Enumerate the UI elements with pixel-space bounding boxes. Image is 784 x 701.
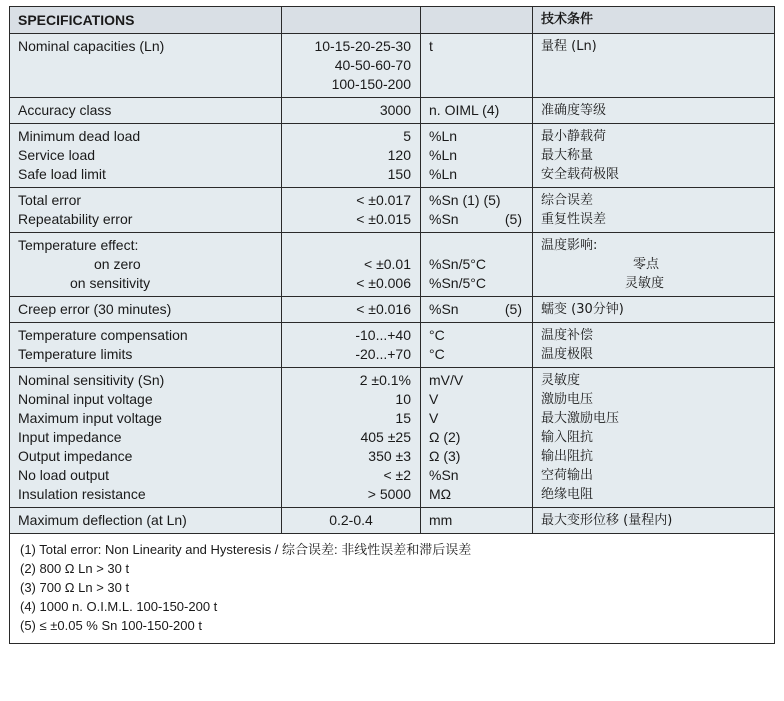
row-unit [421,210,532,229]
row-label-zh: 灵敏度 [541,373,581,388]
row-value: -10...+40 [355,327,411,343]
row-label-zh: 蠕变 (30分钟) [541,302,624,317]
row-label: Repeatability error [18,211,133,227]
table-row [10,34,775,98]
row-label-zh: 绝缘电阻 [541,487,594,502]
row-unit: mm [429,512,453,528]
row-unit-text: %Sn [429,301,459,317]
header-row [10,7,775,34]
row-unit-text: %Sn [429,211,459,227]
header-title: SPECIFICATIONS [18,12,135,28]
row-unit [421,300,532,319]
row-value: < ±0.006 [356,275,411,291]
row-label-zh: 输出阻抗 [541,449,594,464]
header-title-cell [10,7,282,34]
table-row [10,188,775,233]
row-label: Input impedance [18,429,122,445]
row-value: 150 [387,166,411,182]
row-unit: %Sn/5°C [429,256,486,272]
row-value: 15 [395,410,411,426]
table-row [10,98,775,124]
footnote: (3) 700 Ω Ln > 30 t [20,580,130,595]
row-unit: MΩ [429,486,452,502]
row-label: Temperature limits [18,346,133,362]
row-sublabel: on zero [94,256,141,272]
row-label: Nominal input voltage [18,391,153,407]
table-row [10,233,775,297]
footnote: (4) 1000 n. O.I.M.L. 100-150-200 t [20,599,218,614]
row-unit: Ω (3) [429,448,461,464]
specifications-table [9,6,775,644]
row-value: < ±0.015 [356,211,411,227]
footnote: (2) 800 Ω Ln > 30 t [20,561,130,576]
row-label: Total error [18,192,82,208]
row-label-zh: 量程 (Ln) [541,39,597,54]
row-value: 2 ±0.1% [359,372,411,388]
row-unit: V [429,410,439,426]
row-value: 10 [395,391,411,407]
row-label: Creep error (30 minutes) [18,301,172,317]
header-title-zh: 技术条件 [541,12,594,27]
row-value: 405 ±25 [360,429,411,445]
header-empty-cell [282,7,421,34]
row-label-zh: 最大称量 [541,148,594,163]
row-label: No load output [18,467,110,483]
row-label: Safe load limit [18,166,106,182]
row-sublabel: on sensitivity [70,275,151,291]
row-label-zh: 温度补偿 [541,328,594,343]
row-value: 100-150-200 [331,76,411,92]
row-value: 350 ±3 [368,448,411,464]
row-label: Nominal sensitivity (Sn) [18,372,165,388]
row-value: 3000 [379,102,411,118]
row-label: Output impedance [18,448,133,464]
row-label-zh: 温度极限 [541,347,594,362]
row-label: Minimum dead load [18,128,141,144]
row-value-empty [282,236,420,255]
row-label: Nominal capacities (Ln) [18,38,165,54]
table-row [10,323,775,368]
row-label: Accuracy class [18,102,112,118]
footnote: (1) Total error: Non Linearity and Hysteresis / 综合误差: 非线性误差和滞后误差 [20,542,472,557]
row-unit: mV/V [429,372,464,388]
row-label: Maximum deflection (at Ln) [18,512,187,528]
row-label-zh: 综合误差 [541,193,594,208]
header-zh-cell [533,7,775,34]
row-unit: V [429,391,439,407]
row-label: Service load [18,147,96,163]
row-sublabel-zh: 零点 [633,257,660,272]
footnote: (5) ≤ ±0.05 % Sn 100-150-200 t [20,618,202,633]
row-unit: %Ln [429,128,458,144]
row-label: Maximum input voltage [18,410,162,426]
footnotes [10,534,775,644]
row-label-zh: 最大激励电压 [541,411,620,426]
row-unit: t [429,38,433,54]
row-unit: n. OIML (4) [429,102,500,118]
header-empty-cell [421,7,533,34]
row-value: 120 [387,147,411,163]
row-value: < ±2 [383,467,411,483]
row-note: (5) [504,301,522,317]
row-label-zh: 空荷输出 [541,468,594,483]
row-label-zh: 准确度等级 [541,103,607,118]
table-row [10,368,775,508]
row-label-zh: 安全载荷极限 [541,167,620,182]
row-value: > 5000 [367,486,411,502]
row-value: -20...+70 [355,346,411,362]
row-label-zh: 最大变形位移 (量程内) [541,513,673,528]
row-label-zh: 温度影响: [541,238,598,253]
row-value: 10-15-20-25-30 [314,38,411,54]
row-value: 5 [403,128,411,144]
row-value: < ±0.01 [364,256,411,272]
row-unit: Ω (2) [429,429,461,445]
row-value: < ±0.016 [356,301,411,317]
row-unit: %Ln [429,166,458,182]
row-unit: %Sn (1) (5) [429,192,501,208]
row-unit: °C [429,327,445,343]
row-value: 40-50-60-70 [334,57,411,73]
row-label-zh: 最小静载荷 [541,129,607,144]
row-note: (5) [504,211,522,227]
row-label-zh: 激励电压 [541,392,594,407]
row-value: 0.2-0.4 [329,512,373,528]
row-unit: %Ln [429,147,458,163]
table-row [10,297,775,323]
row-label-zh: 重复性误差 [541,212,607,227]
row-label-zh: 输入阻抗 [541,430,594,445]
table-row [10,508,775,534]
row-unit: °C [429,346,445,362]
row-label: Temperature compensation [18,327,188,343]
row-label: Insulation resistance [18,486,146,502]
row-value: < ±0.017 [356,192,411,208]
row-unit-empty [421,236,532,255]
row-label: Temperature effect: [18,237,139,253]
table-row [10,124,775,188]
footnotes-row [10,534,775,644]
row-unit: %Sn/5°C [429,275,486,291]
row-sublabel-zh: 灵敏度 [625,276,665,291]
row-unit: %Sn [429,467,459,483]
